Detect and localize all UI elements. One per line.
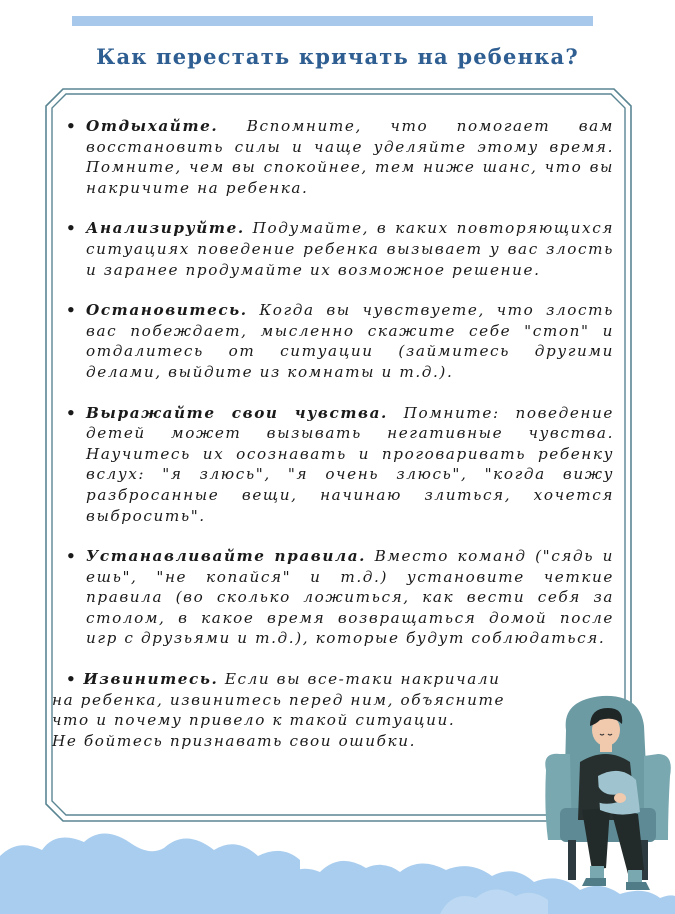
tip-heading: Выражайте свои чувства. bbox=[86, 403, 388, 422]
tip-item bbox=[66, 403, 614, 527]
tip-heading: Устанавливайте правила. bbox=[86, 547, 367, 566]
bullet-icon: • bbox=[66, 219, 78, 238]
bullet-icon: • bbox=[66, 403, 78, 422]
bullet-icon: • bbox=[66, 547, 78, 566]
bullet-icon: • bbox=[66, 670, 78, 689]
page-title: Как перестать кричать на ребенка? bbox=[96, 44, 579, 69]
tip-text: Когда вы чувствуете, что злость вас побеждает, мысленно скажите себе "стоп" и отдалитесь от ситуации (займитесь другими делами, выйдите из комнаты и т.д.). bbox=[86, 301, 614, 381]
bullet-icon: • bbox=[66, 301, 78, 320]
tip-heading: Извинитесь. bbox=[83, 670, 219, 689]
tip-heading: Остановитесь. bbox=[86, 301, 248, 320]
person-in-armchair-illustration bbox=[540, 690, 675, 900]
tip-heading: Анализируйте. bbox=[86, 219, 245, 238]
tip-item bbox=[66, 218, 614, 280]
tip-item bbox=[66, 300, 614, 382]
tip-item-last bbox=[52, 669, 614, 751]
tip-text-line: что и почему привело к такой ситуации. bbox=[52, 711, 456, 730]
bullet-icon: • bbox=[66, 117, 78, 135]
tips-list bbox=[52, 116, 614, 751]
tip-text-line: Не бойтесь признавать свои ошибки. bbox=[52, 731, 417, 750]
tip-text: Вместо команд ("сядь и ешь", "не копайся" и т.д.) установите четкие правила (во сколько ложиться, как вести себя за столом, в какое время возвращаться домой после игр с друзьями и т.д.), которые будут соблюдаться. bbox=[86, 547, 614, 648]
tip-item bbox=[66, 546, 614, 649]
tip-item bbox=[66, 116, 614, 198]
tip-text: Вспомните, что помогает вам восстановить силы и чаще уделяйте этому время. Помните, чем вы спокойнее, тем ниже шанс, что вы накричите на ребенка. bbox=[86, 117, 614, 197]
tip-text-line: Если вы все-таки накричали bbox=[224, 670, 501, 689]
tip-text: Подумайте, в каких повторяющихся ситуациях поведение ребенка вызывает у вас злость и заранее продумайте их возможное решение. bbox=[86, 219, 614, 279]
tip-text-line: на ребенка, извинитесь перед ним, объясните bbox=[52, 690, 506, 709]
tip-heading: Отдыхайте. bbox=[86, 117, 219, 135]
tip-text: Помните: поведение детей может вызывать негативные чувства. Научитесь их осознавать и проговаривать ребенку вслух: "я злюсь", "я очень злюсь", "когда вижу разбросанные вещи, начинаю злиться, хочется выбросить". bbox=[86, 403, 614, 525]
